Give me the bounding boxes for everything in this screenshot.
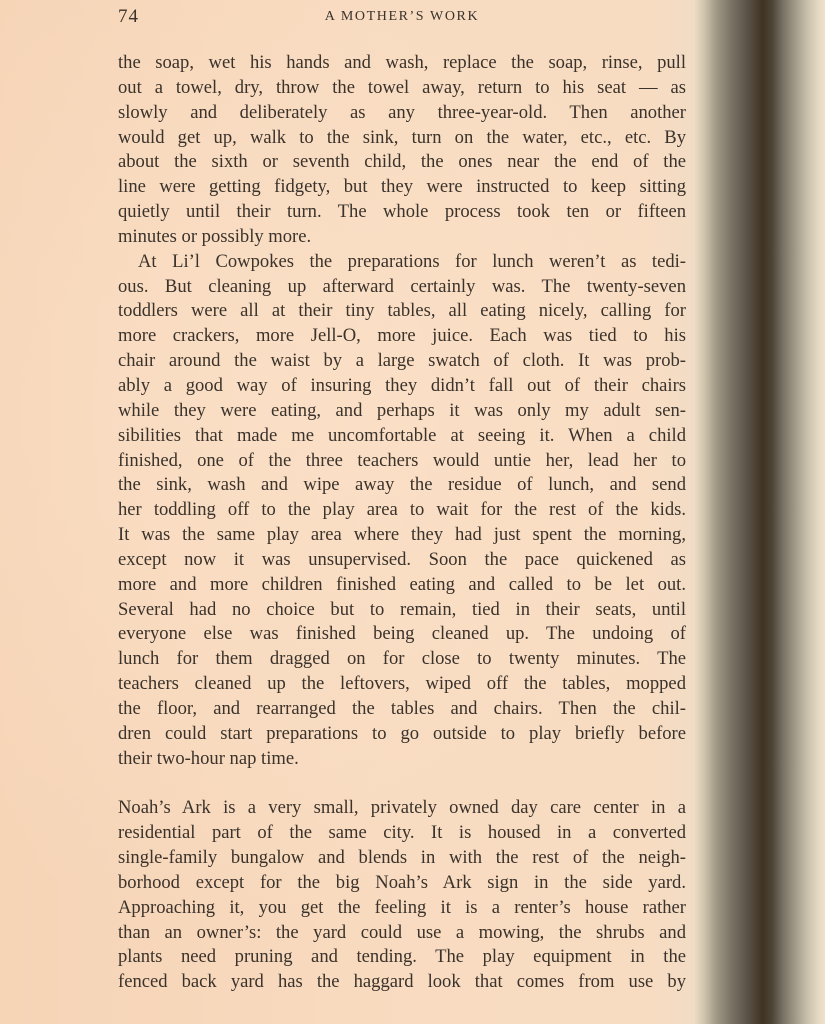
text-line: Several had no choice but to remain, tied in their seats, until: [118, 598, 686, 620]
text-line: line were getting fidgety, but they were instructed to keep sitting: [118, 176, 686, 198]
text-line: about the sixth or seventh child, the ones near the end of the: [118, 151, 686, 173]
text-line: fenced back yard has the haggard look that comes from use by: [118, 971, 686, 993]
text-line: while they were eating, and perhaps it was only my adult sen-: [118, 399, 686, 421]
text-line: Noah’s Ark is a very small, privately owned day care center in a: [118, 797, 686, 819]
text-line: lunch for them dragged on for close to twenty minutes. The: [118, 648, 686, 670]
text-line: toddlers were all at their tiny tables, all eating nicely, calling for: [118, 300, 686, 322]
text-line: sibilities that made me uncomfortable at seeing it. When a child: [118, 424, 686, 446]
text-line: her toddling off to the play area to wait for the rest of the kids.: [118, 499, 686, 521]
text-line: residential part of the same city. It is housed in a converted: [118, 822, 686, 844]
text-line: borhood except for the big Noah’s Ark sign in the side yard.: [118, 871, 686, 893]
text-line: out a towel, dry, throw the towel away, return to his seat — as: [118, 76, 686, 98]
text-line: their two-hour nap time.: [118, 747, 299, 769]
text-line: quietly until their turn. The whole process took ten or fifteen: [118, 201, 686, 223]
paragraph: [118, 250, 686, 772]
text-line: more and more children finished eating and called to be let out.: [118, 573, 686, 595]
text-line: It was the same play area where they had just spent the morning,: [118, 524, 686, 546]
running-head: A MOTHER’S WORK: [324, 9, 480, 24]
text-line: everyone else was finished being cleaned up. The undoing of: [118, 623, 686, 645]
text-line: except now it was unsupervised. Soon the pace quickened as: [118, 548, 686, 570]
text-line: slowly and deliberately as any three-year-old. Then another: [118, 101, 686, 123]
text-line: single-family bungalow and blends in with the rest of the neigh-: [118, 847, 686, 868]
text-line: ous. But cleaning up afterward certainly was. The twenty-seven: [118, 275, 686, 297]
text-line: dren could start preparations to go outside to play briefly before: [118, 722, 686, 744]
text-line: teachers cleaned up the leftovers, wiped off the tables, mopped: [118, 673, 686, 695]
text-line: the soap, wet his hands and wash, replace the soap, rinse, pull: [118, 52, 686, 73]
text-line: ably a good way of insuring they didn’t fall out of their chairs: [118, 374, 686, 396]
body-text: [118, 51, 686, 995]
text-line: than an owner’s: the yard could use a mowing, the shrubs and: [118, 921, 686, 943]
text-line: plants need pruning and tending. The play equipment in the: [118, 946, 686, 968]
paragraph: [118, 796, 686, 995]
section-break: [118, 771, 686, 796]
text-line: more crackers, more Jell-O, more juice. Each was tied to his: [118, 325, 686, 347]
text-line: chair around the waist by a large swatch of cloth. It was prob-: [118, 350, 686, 372]
book-gutter-shadow: [686, 0, 825, 1024]
text-line: At Li’l Cowpokes the preparations for lunch weren’t as tedi-: [138, 250, 686, 272]
page-number: 74: [118, 6, 139, 27]
text-line: the sink, wash and wipe away the residue of lunch, and send: [118, 474, 686, 496]
text-line: the floor, and rearranged the tables and chairs. Then the chil-: [118, 697, 686, 719]
text-line: would get up, walk to the sink, turn on the water, etc., etc. By: [118, 126, 686, 148]
text-line: finished, one of the three teachers would untie her, lead her to: [118, 449, 686, 471]
page-header: [118, 6, 686, 30]
text-line: minutes or possibly more.: [118, 225, 312, 247]
text-line: Approaching it, you get the feeling it is a renter’s house rather: [118, 896, 686, 918]
paragraph: [118, 51, 686, 250]
